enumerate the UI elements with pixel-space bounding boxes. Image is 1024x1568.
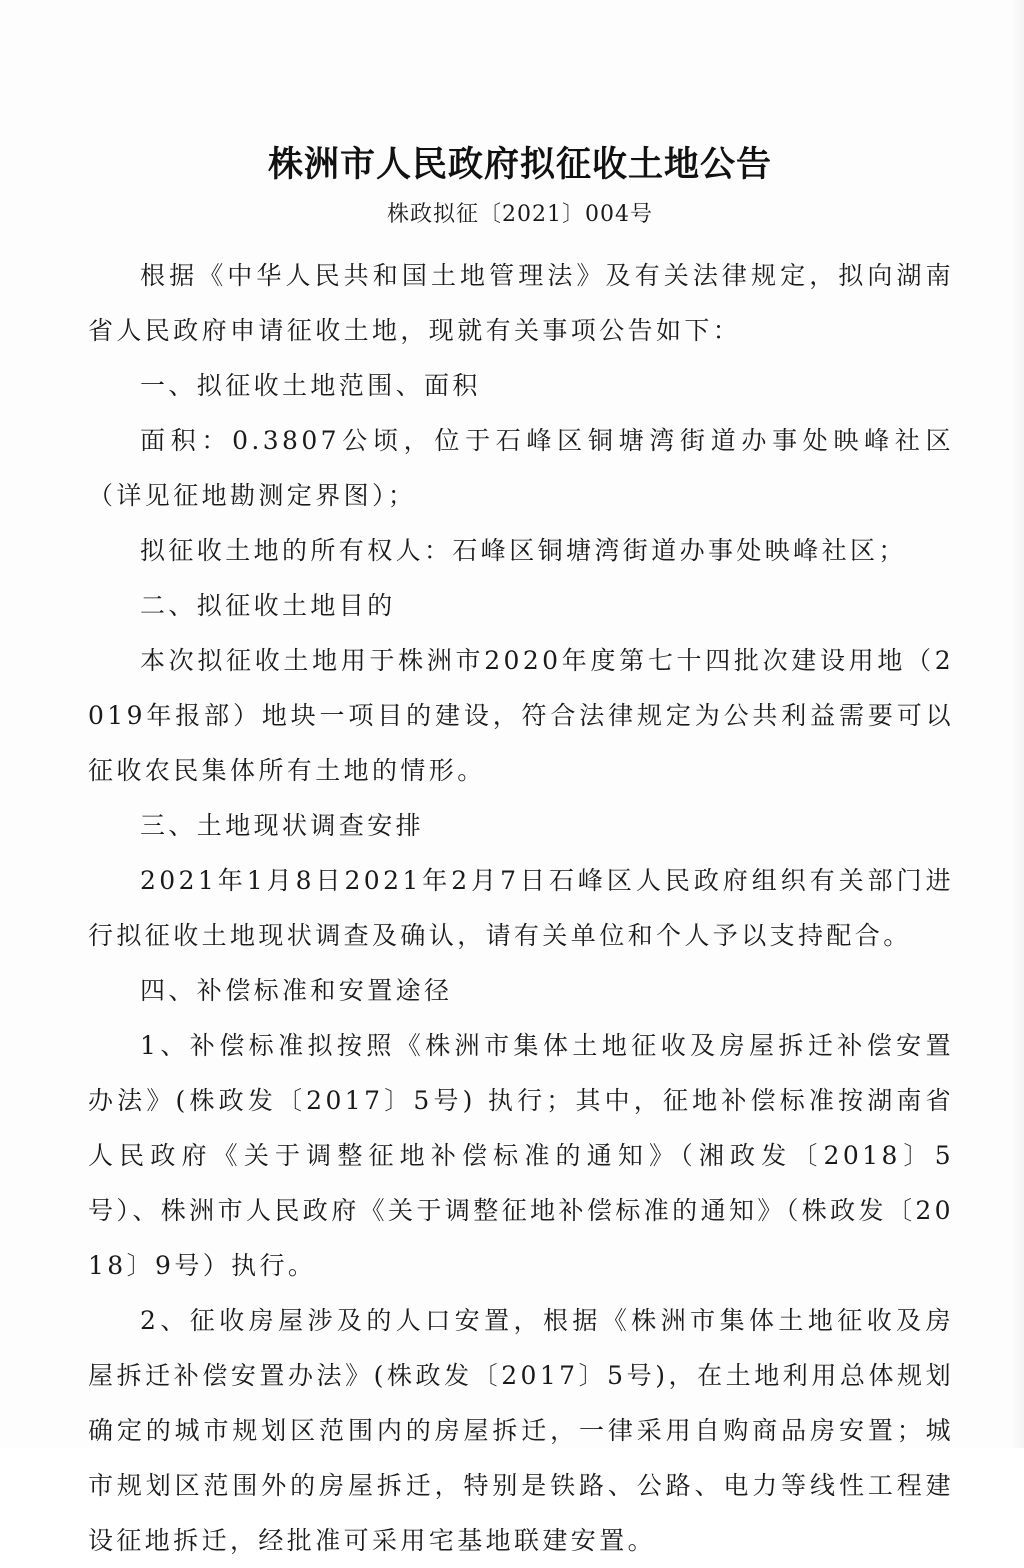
paragraph-owner: 拟征收土地的所有权人：石峰区铜塘湾街道办事处映峰社区； (140, 536, 907, 565)
section-heading-3: 三、土地现状调查安排 (140, 811, 425, 840)
paragraph-purpose: 本次拟征收土地用于株洲市2020年度第七十四批次建设用地（2019年报部）地块一项目的建设，符合法律规定为公共利益需要可以征收农民集体所有土地的情形。 (88, 646, 954, 785)
document-body (88, 248, 954, 1568)
document-title: 株洲市人民政府拟征收土地公告 (267, 144, 772, 185)
paragraph-preamble: 根据《中华人民共和国土地管理法》及有关法律规定，拟向湖南省人民政府申请征收土地，现就有关事项公告如下： (88, 261, 954, 345)
paragraph-compensation-standard: 1、补偿标准拟按照《株洲市集体土地征收及房屋拆迁补偿安置办法》(株政发〔2017〕5号) 执行；其中，征地补偿标准按湖南省人民政府《关于调整征地补偿标准的通知》（湘政发〔2018〕5号）、株洲市人民政府《关于调整征地补偿标准的通知》（株政发〔2018〕9号）执行。 (88, 1031, 954, 1280)
section-heading-2: 二、拟征收土地目的 (140, 591, 396, 620)
document-number: 株政拟征〔2021〕004号 (387, 202, 653, 227)
section-heading-4: 四、补偿标准和安置途径 (140, 976, 453, 1005)
scan-edge-shadow (1010, 0, 1024, 1448)
paragraph-survey: 2021年1月8日2021年2月7日石峰区人民政府组织有关部门进行拟征收土地现状调查及确认，请有关单位和个人予以支持配合。 (88, 866, 954, 950)
section-heading-1: 一、拟征收土地范围、面积 (140, 371, 481, 400)
paragraph-resettlement: 2、征收房屋涉及的人口安置，根据《株洲市集体土地征收及房屋拆迁补偿安置办法》(株政发〔2017〕5号)，在土地利用总体规划确定的城市规划区范围内的房屋拆迁，一律采用自购商品房安置；城市规划区范围外的房屋拆迁，特别是铁路、公路、电力等线性工程建设征地拆迁，经批准可采用宅基地联建安置。 (88, 1306, 954, 1555)
paragraph-area: 面积：0.3807公顷，位于石峰区铜塘湾街道办事处映峰社区（详见征地勘测定界图）； (88, 426, 954, 510)
